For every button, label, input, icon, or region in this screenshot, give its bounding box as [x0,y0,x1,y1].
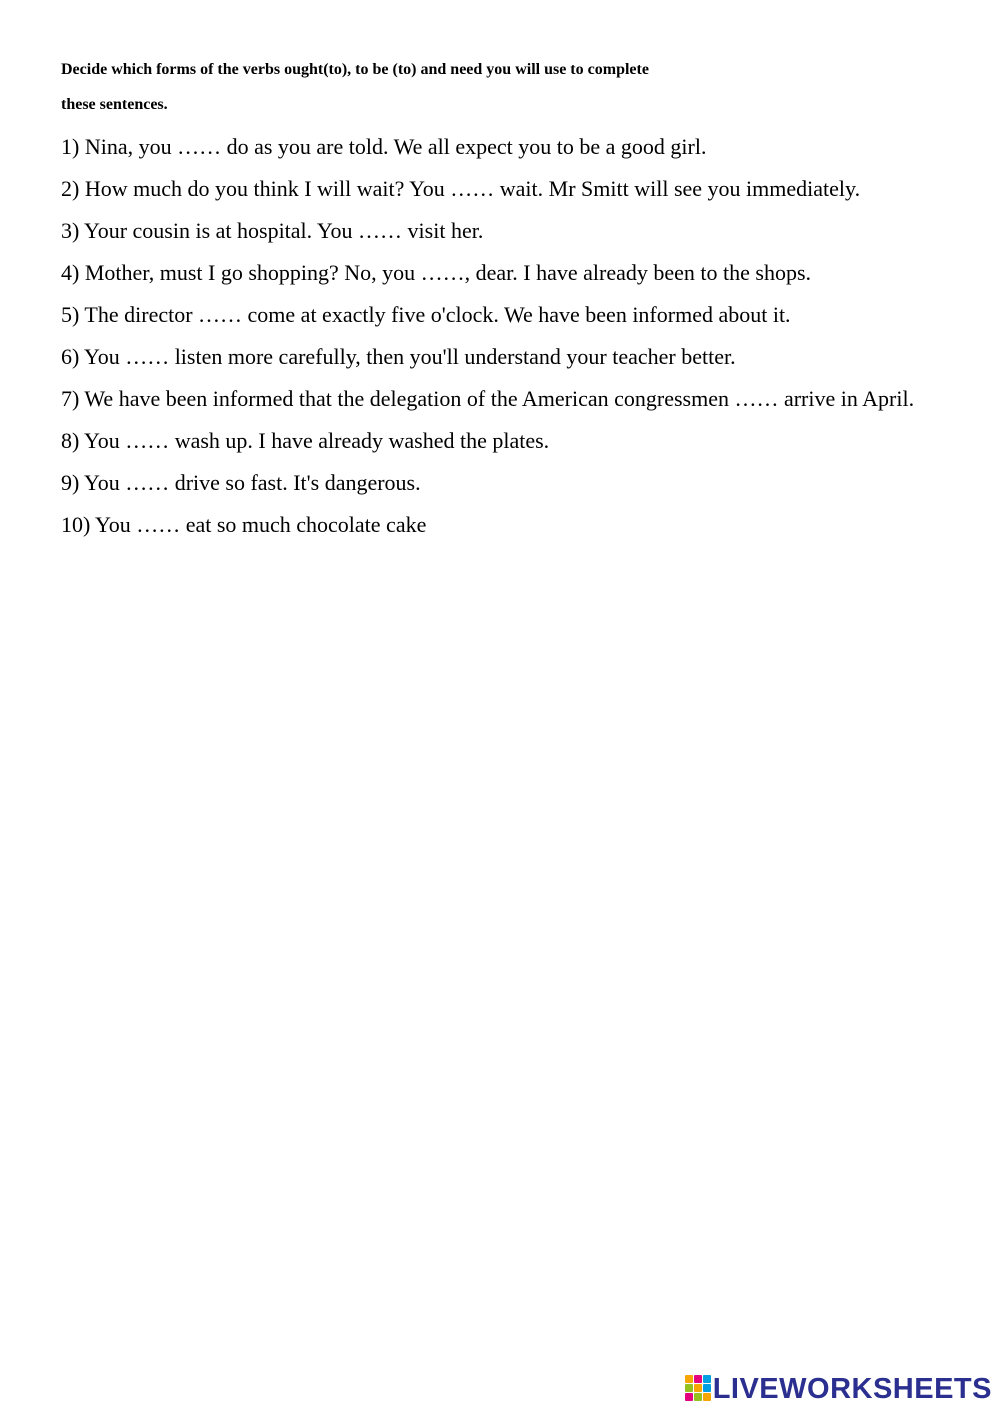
logo-block [685,1384,693,1392]
logo-block [694,1393,702,1401]
sentence-item: 7) We have been informed that the delegation of the American congressmen …… arrive in April. [61,386,915,411]
sentence-item: 5) The director …… come at exactly five o'clock. We have been informed about it. [61,302,791,327]
liveworksheets-logo [685,1371,992,1407]
instructions-line-2: these sentences. [61,96,168,113]
logo-block [703,1393,711,1401]
sentence-item: 2) How much do you think I will wait? You …… wait. Mr Smitt will see you immediately. [61,176,861,201]
sentence-item: 4) Mother, must I go shopping? No, you ……, dear. I have already been to the shops. [61,260,812,285]
logo-block [694,1384,702,1392]
sentence-item: 3) Your cousin is at hospital. You …… visit her. [61,218,484,243]
instructions [61,60,941,115]
sentence-item: 9) You …… drive so fast. It's dangerous. [61,470,421,495]
logo-block [694,1375,702,1383]
sentence-item: 8) You …… wash up. I have already washed the plates. [61,428,550,453]
logo-text: LIVEWORKSHEETS [712,1373,992,1405]
sentence-item: 6) You …… listen more carefully, then you'll understand your teacher better. [61,344,736,369]
sentence-item: 10) You …… eat so much chocolate cake [61,512,427,537]
logo-block [685,1393,693,1401]
sentence-item: 1) Nina, you …… do as you are told. We all expect you to be a good girl. [61,134,707,159]
logo-block [703,1375,711,1383]
logo-block [685,1375,693,1383]
sentence-list [61,132,931,552]
instructions-line-1: Decide which forms of the verbs ought(to), to be (to) and need you will use to complete [61,61,649,78]
liveworksheets-logo-icon [685,1375,711,1403]
logo-block [703,1384,711,1392]
